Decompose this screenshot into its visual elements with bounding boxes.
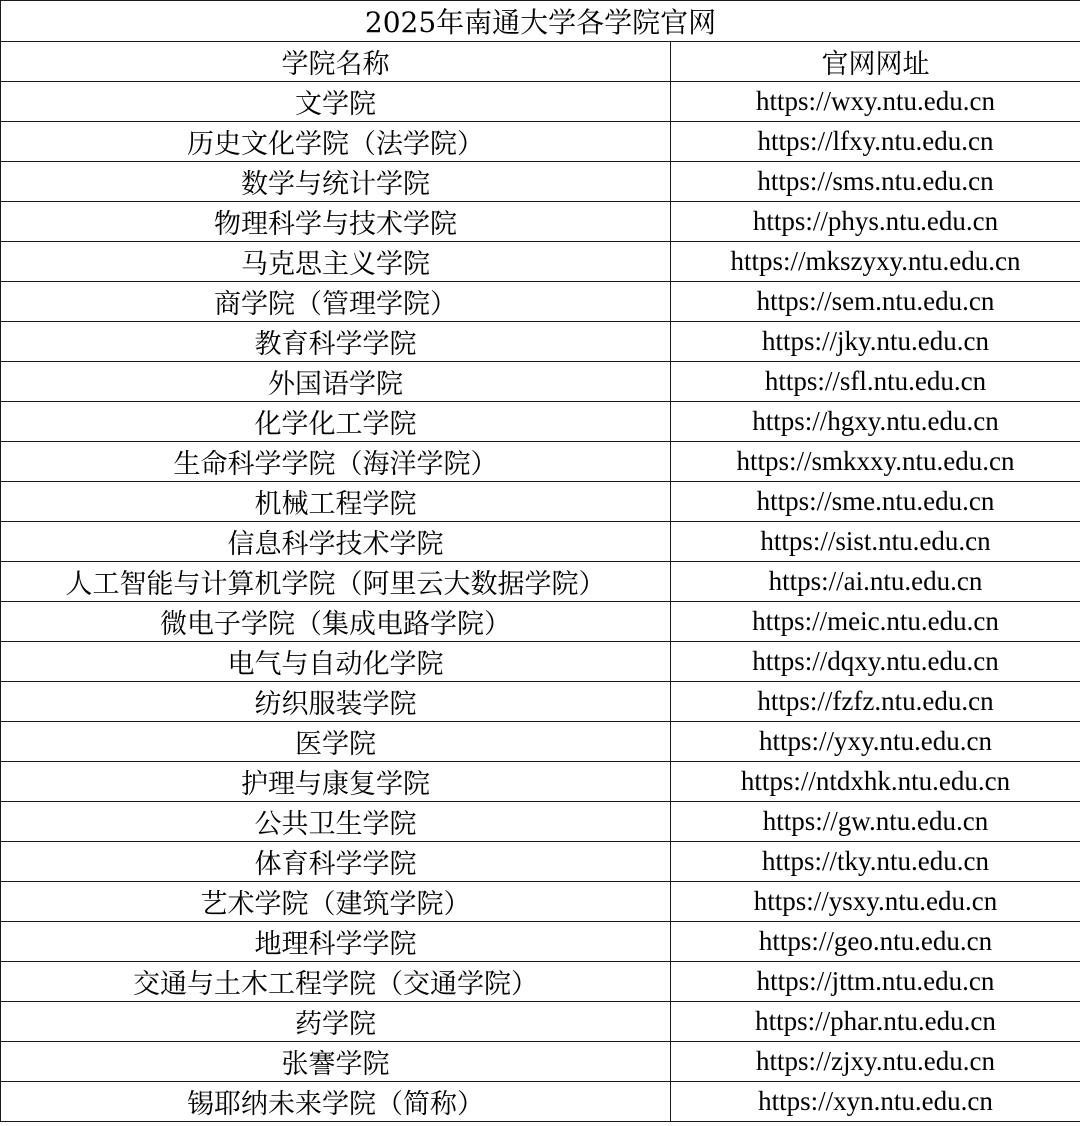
college-name-cell: 护理与康复学院 <box>1 762 671 802</box>
college-website-url[interactable]: https://sfl.ntu.edu.cn <box>671 362 1080 402</box>
college-website-url[interactable]: https://mkszyxy.ntu.edu.cn <box>671 242 1080 282</box>
college-website-url[interactable]: https://tky.ntu.edu.cn <box>671 842 1080 882</box>
column-header-website-url: 官网网址 <box>671 42 1080 82</box>
college-website-url[interactable]: https://dqxy.ntu.edu.cn <box>671 642 1080 682</box>
college-website-url[interactable]: https://meic.ntu.edu.cn <box>671 602 1080 642</box>
college-name-cell: 药学院 <box>1 1002 671 1042</box>
college-website-url[interactable]: https://hgxy.ntu.edu.cn <box>671 402 1080 442</box>
college-name-cell: 机械工程学院 <box>1 482 671 522</box>
table-row <box>1 922 1080 962</box>
header-row <box>1 42 1080 82</box>
table-row <box>1 1002 1080 1042</box>
table-row <box>1 162 1080 202</box>
table-row <box>1 282 1080 322</box>
college-website-url[interactable]: https://ysxy.ntu.edu.cn <box>671 882 1080 922</box>
college-name-cell: 信息科学技术学院 <box>1 522 671 562</box>
college-website-url[interactable]: https://zjxy.ntu.edu.cn <box>671 1042 1080 1082</box>
table-row <box>1 1082 1080 1122</box>
table-body <box>1 82 1080 1122</box>
college-name-cell: 马克思主义学院 <box>1 242 671 282</box>
college-website-url[interactable]: https://jky.ntu.edu.cn <box>671 322 1080 362</box>
college-website-url[interactable]: https://sem.ntu.edu.cn <box>671 282 1080 322</box>
college-website-url[interactable]: https://smkxxy.ntu.edu.cn <box>671 442 1080 482</box>
college-name-cell: 锡耶纳未来学院（简称） <box>1 1082 671 1122</box>
table-row <box>1 402 1080 442</box>
college-name-cell: 交通与土木工程学院（交通学院） <box>1 962 671 1002</box>
table-row <box>1 202 1080 242</box>
college-website-url[interactable]: https://sist.ntu.edu.cn <box>671 522 1080 562</box>
table-row <box>1 722 1080 762</box>
college-website-url[interactable]: https://lfxy.ntu.edu.cn <box>671 122 1080 162</box>
college-name-cell: 纺织服装学院 <box>1 682 671 722</box>
college-website-url[interactable]: https://jttm.ntu.edu.cn <box>671 962 1080 1002</box>
college-website-url[interactable]: https://xyn.ntu.edu.cn <box>671 1082 1080 1122</box>
column-header-college-name: 学院名称 <box>1 42 671 82</box>
college-name-cell: 公共卫生学院 <box>1 802 671 842</box>
college-website-url[interactable]: https://fzfz.ntu.edu.cn <box>671 682 1080 722</box>
table-title: 2025年南通大学各学院官网 <box>1 1 1080 42</box>
college-name-cell: 体育科学学院 <box>1 842 671 882</box>
table-row <box>1 962 1080 1002</box>
college-name-cell: 物理科学与技术学院 <box>1 202 671 242</box>
college-website-url[interactable]: https://wxy.ntu.edu.cn <box>671 82 1080 122</box>
college-name-cell: 人工智能与计算机学院（阿里云大数据学院） <box>1 562 671 602</box>
college-website-url[interactable]: https://sme.ntu.edu.cn <box>671 482 1080 522</box>
college-website-url[interactable]: https://ntdxhk.ntu.edu.cn <box>671 762 1080 802</box>
table-row <box>1 442 1080 482</box>
table-row <box>1 882 1080 922</box>
table-row <box>1 1042 1080 1082</box>
college-name-cell: 艺术学院（建筑学院） <box>1 882 671 922</box>
college-website-url[interactable]: https://ai.ntu.edu.cn <box>671 562 1080 602</box>
college-name-cell: 历史文化学院（法学院） <box>1 122 671 162</box>
college-name-cell: 微电子学院（集成电路学院） <box>1 602 671 642</box>
college-name-cell: 电气与自动化学院 <box>1 642 671 682</box>
college-name-cell: 地理科学学院 <box>1 922 671 962</box>
table-row <box>1 842 1080 882</box>
table-row <box>1 802 1080 842</box>
college-website-url[interactable]: https://phys.ntu.edu.cn <box>671 202 1080 242</box>
college-website-url[interactable]: https://sms.ntu.edu.cn <box>671 162 1080 202</box>
table-row <box>1 522 1080 562</box>
table-row <box>1 762 1080 802</box>
college-website-url[interactable]: https://phar.ntu.edu.cn <box>671 1002 1080 1042</box>
college-website-url[interactable]: https://geo.ntu.edu.cn <box>671 922 1080 962</box>
college-website-url[interactable]: https://gw.ntu.edu.cn <box>671 802 1080 842</box>
table-row <box>1 242 1080 282</box>
table-row <box>1 562 1080 602</box>
college-name-cell: 生命科学学院（海洋学院） <box>1 442 671 482</box>
college-name-cell: 医学院 <box>1 722 671 762</box>
title-row <box>1 1 1080 42</box>
table-row <box>1 482 1080 522</box>
table-row <box>1 322 1080 362</box>
table-row <box>1 602 1080 642</box>
college-name-cell: 数学与统计学院 <box>1 162 671 202</box>
table-row <box>1 122 1080 162</box>
college-website-url[interactable]: https://yxy.ntu.edu.cn <box>671 722 1080 762</box>
college-name-cell: 外国语学院 <box>1 362 671 402</box>
college-name-cell: 化学化工学院 <box>1 402 671 442</box>
table-row <box>1 362 1080 402</box>
college-name-cell: 文学院 <box>1 82 671 122</box>
college-name-cell: 张謇学院 <box>1 1042 671 1082</box>
college-name-cell: 商学院（管理学院） <box>1 282 671 322</box>
table-row <box>1 682 1080 722</box>
table-row <box>1 82 1080 122</box>
table-row <box>1 642 1080 682</box>
college-name-cell: 教育科学学院 <box>1 322 671 362</box>
